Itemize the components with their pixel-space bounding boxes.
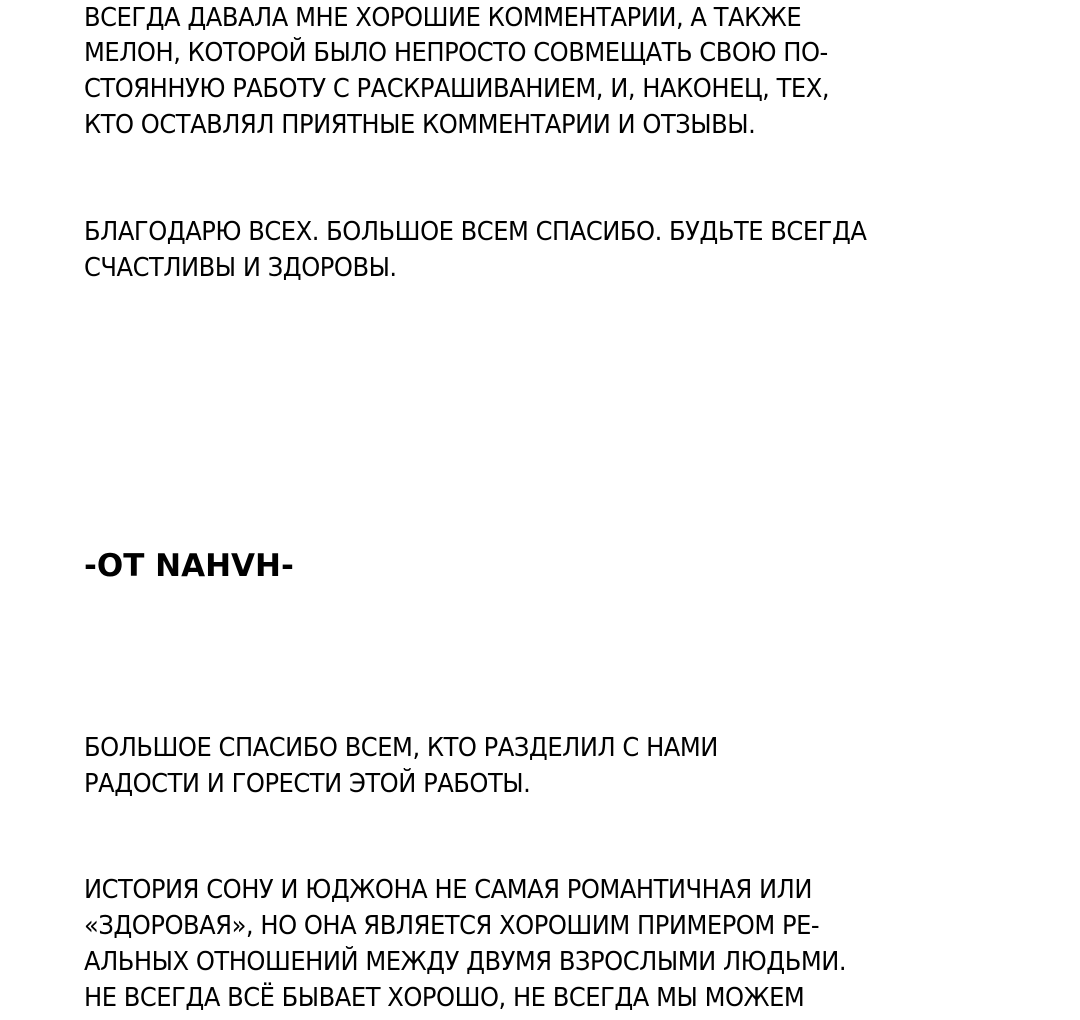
text-line: НЕ ВСЕГДА ВСЁ БЫВАЕТ ХОРОШО, НЕ ВСЕГДА МЫ МОЖЕМ	[84, 983, 805, 1013]
text-line: «ЗДОРОВАЯ», НО ОНА ЯВЛЯЕТСЯ ХОРОШИМ ПРИМЕРОМ РЕ-	[84, 911, 820, 941]
text-line: БЛАГОДАРЮ ВСЕХ. БОЛЬШОЕ ВСЕМ СПАСИБО. БУДЬТЕ ВСЕГДА	[84, 217, 867, 247]
text-line: ВСЕГДА ДАВАЛА МНЕ ХОРОШИЕ КОММЕНТАРИИ, А ТАКЖЕ	[84, 3, 802, 33]
text-line: СЧАСТЛИВЫ И ЗДОРОВЫ.	[84, 253, 397, 283]
text-line: СТОЯННУЮ РАБОТУ С РАСКРАШИВАНИЕМ, И, НАКОНЕЦ, ТЕХ,	[84, 74, 830, 104]
author-heading: -ОТ NAHVH-	[84, 548, 294, 584]
text-line: БОЛЬШОЕ СПАСИБО ВСЕМ, КТО РАЗДЕЛИЛ С НАМИ	[84, 733, 718, 763]
text-line: РАДОСТИ И ГОРЕСТИ ЭТОЙ РАБОТЫ.	[84, 769, 531, 799]
text-line: АЛЬНЫХ ОТНОШЕНИЙ МЕЖДУ ДВУМЯ ВЗРОСЛЫМИ ЛЮДЬМИ.	[84, 947, 847, 977]
text-line: КТО ОСТАВЛЯЛ ПРИЯТНЫЕ КОММЕНТАРИИ И ОТЗЫВЫ.	[84, 110, 756, 140]
text-line: МЕЛОН, КОТОРОЙ БЫЛО НЕПРОСТО СОВМЕЩАТЬ СВОЮ ПО-	[84, 38, 828, 68]
text-line: ИСТОРИЯ СОНУ И ЮДЖОНА НЕ САМАЯ РОМАНТИЧНАЯ ИЛИ	[84, 875, 812, 905]
